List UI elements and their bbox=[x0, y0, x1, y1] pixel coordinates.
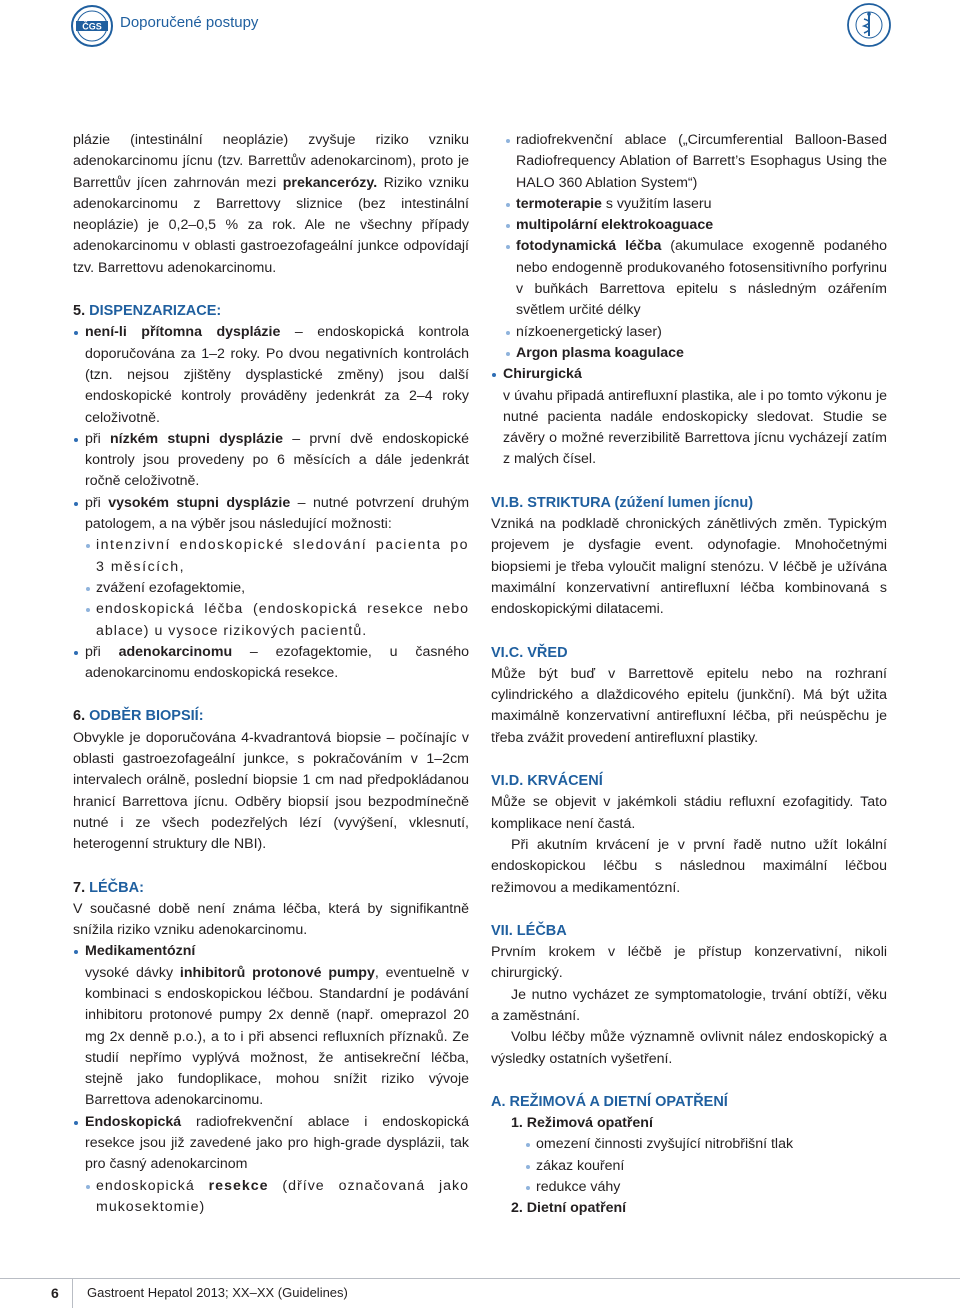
section-a-heading: A. REŽIMOVÁ A DIETNÍ OPATŘENÍ bbox=[491, 1093, 728, 1110]
treatment-paragraph-1: Prvním krokem v léčbě je přístup konzervativní, nikoli chirurgický. bbox=[491, 944, 887, 982]
bleeding-paragraph-1: Může se objevit v jakémkoli stádiu refluxní ezofagitidy. Tato komplikace není častá. bbox=[491, 794, 887, 832]
regime-measures-list bbox=[525, 1134, 887, 1198]
treatment-intro: V současné době není známa léčba, která by signifikantně snížila riziko vzniku adenokarcinomu. bbox=[73, 900, 469, 939]
ulcer-paragraph: Může být buď v Barrettově epitelu nebo na rozhraní cylindrického a dlaždicového epitelu (junkční). Má být užita maximálně konzervativní antirefluxní léčba, při neúspěchu je třeba zvážit provedení antirefluxní plastiky. bbox=[491, 665, 887, 746]
cgs-logo-icon bbox=[70, 4, 114, 48]
page-footer bbox=[0, 1278, 960, 1308]
list-item: multipolární elektrokoaguace bbox=[505, 215, 887, 236]
list-item: omezení činnosti zvyšující nitrobřišní tlak bbox=[525, 1134, 887, 1155]
surgery-title: Chirurgická bbox=[503, 366, 582, 383]
section-vic-heading: VI.C. VŘED bbox=[491, 644, 568, 661]
biopsy-paragraph: Obvykle je doporučována 4-kvadrantová biopsie – počínajíc v oblasti gastroezofageální junkce, s pokračováním v 1–2cm intervalech orálně, poslední biopsie 1 cm nad předpokládanou hranicí Barrettova jícnu. Odběry biopsií jsou bezpodmínečně nutné i ze všech podezřelých lézí (vyvýšení, vklesnutí, heterogenní struktury dle NBI). bbox=[73, 729, 469, 853]
list-item: termoterapie s využitím laseru bbox=[505, 194, 887, 215]
list-item: Chirurgická v úvahu připadá antirefluxní plastika, ale i po tomto výkonu je nutné pacienta nadále endoskopicky sledovat. Studie se závěry o možné reverzibilitě Barrettova jícnu vycházejí zatím z malých čísel. bbox=[491, 364, 887, 470]
list-item: intenzivní endoskopické sledování pacienta po 3 měsících, bbox=[85, 535, 469, 578]
list-item: není-li přítomna dysplázie – endoskopická kontrola doporučována za 1–2 roky. Po dvou negativních kontrolách (tzn. nejsou zjištěny dysplastické změny) jsou další endoskopické kontroly prováděny jedenkrát za 2–4 roky celoživotně. bbox=[73, 322, 469, 428]
high-grade-options-list bbox=[85, 535, 469, 641]
ordered-item-1: 1. Režimová opatření bbox=[511, 1115, 653, 1132]
cgs-logo-text: ČGS bbox=[82, 21, 102, 32]
right-column bbox=[491, 130, 887, 1220]
section-5-heading: 5. DISPENZARIZACE: bbox=[73, 303, 222, 320]
list-item: Medikamentózní vysoké dávky inhibitorů protonové pumpy, eventuelně v kombinaci s endoskopickou léčbou. Standardní je podávání inhibitoru protonové pumpy 2x denně (např. omeprazol 20 mg 2x denně p.o.), a to i při absenci refluxních příznaků. Ze studií nepřímo vyplývá možnost, že antisekreční léčba, stejně jako fundoplikace, mohou snížit riziko vývoje Barrettova adenokarcinomu. bbox=[73, 941, 469, 1111]
list-item: zvážení ezofagektomie, bbox=[85, 578, 469, 599]
list-item: při nízkém stupni dysplázie – první dvě endoskopické kontroly jsou provedeny po 6 měsících a dále jedenkrát ročně celoživotně. bbox=[73, 429, 469, 493]
section-vii-heading: VII. LÉČBA bbox=[491, 922, 567, 939]
section-vib-heading: VI.B. STRIKTURA (zúžení lumen jícnu) bbox=[491, 494, 754, 511]
list-item: endoskopická resekce (dříve označovaná jako mukosektomie) bbox=[85, 1176, 469, 1219]
footer-separator bbox=[72, 1278, 73, 1308]
list-item: endoskopická léčba (endoskopická resekce nebo ablace) u vysoce rizikových pacientů. bbox=[85, 599, 469, 642]
ordered-item-2: 2. Dietní opatření bbox=[511, 1200, 627, 1217]
endoscopic-sub-list bbox=[85, 1176, 469, 1219]
footer-rule bbox=[0, 1278, 960, 1279]
ablation-methods-list bbox=[505, 130, 887, 364]
list-item: Argon plasma koagulace bbox=[505, 343, 887, 364]
page-header-title: Doporučené postupy bbox=[120, 14, 259, 31]
bleeding-paragraph-2: Při akutním krvácení je v první řadě nutno užít lokální endoskopickou léčbu s následnou maximální léčbou režimovou a medikamentózní. bbox=[491, 836, 887, 896]
section-vid-heading: VI.D. KRVÁCENÍ bbox=[491, 773, 603, 790]
section-6-heading: 6. ODBĚR BIOPSIÍ: bbox=[73, 708, 204, 725]
section-7-heading: 7. LÉČBA: bbox=[73, 879, 144, 896]
intro-paragraph: plázie (intestinální neoplázie) zvyšuje riziko vzniku adenokarcinomu jícnu (tzv. Barrettův adenokarcinom), proto je Barrettův jícen zahrnován mezi prekancerózy. Riziko vzniku adenokarcinomu z Barrettovy sliznice (bez intestinální neoplázie) je 0,2–0,5 % za rok. Ale ne všechny případy adenokarcinomu v oblasti gastroezofageální junkce odpovídají tzv. Barrettovu adenokarcinomu. bbox=[73, 132, 469, 276]
surgery-list bbox=[491, 364, 887, 470]
list-item: nízkoenergetický laser) bbox=[505, 322, 887, 343]
list-item: Endoskopická radiofrekvenční ablace i endoskopická resekce jsou již zavedené jako pro high-grade dysplázii, tak pro časný adenokarcinom endoskopická resekce (dříve označovaná jako mukosektomie) bbox=[73, 1112, 469, 1218]
list-item: redukce váhy bbox=[525, 1177, 887, 1198]
list-item: při vysokém stupni dysplázie – nutné potvrzení druhým patologem, a na výběr jsou následující možnosti: intenzivní endoskopické sledování pacienta po 3 měsících, zvážení ezofagektomie, endoskopická léčba (endoskopická resekce nebo ablace) u vysoce rizikových pacientů. bbox=[73, 493, 469, 642]
list-item: fotodynamická léčba (akumulace exogenně podaného nebo endogenně produkovaného fotosensitivního porfyrinu v buňkách Barrettova epitelu s následným ozářením světlem určité délky bbox=[505, 236, 887, 321]
list-item: radiofrekvenční ablace („Circumferential Balloon-Based Radiofrequency Ablation of Barrett’s Esophagus Using the HALO 360 Ablation System“) bbox=[505, 130, 887, 194]
list-item: zákaz kouření bbox=[525, 1156, 887, 1177]
treatment-paragraph-2: Je nutno vycházet ze symptomatologie, trvání obtíží, věku a zaměstnání. bbox=[491, 986, 887, 1024]
left-column bbox=[73, 130, 469, 1218]
page-number: 6 bbox=[51, 1285, 59, 1301]
journal-citation: Gastroent Hepatol 2013; XX–XX (Guidelines) bbox=[87, 1285, 348, 1300]
treatment-list bbox=[73, 941, 469, 1218]
page-header bbox=[0, 0, 960, 50]
cls-jep-seal-icon bbox=[846, 2, 892, 48]
treatment-paragraph-3: Volbu léčby může významně ovlivnit nález endoskopický a výsledky ostatních vyšetření. bbox=[491, 1029, 887, 1067]
list-item: při adenokarcinomu – ezofagektomie, u časného adenokarcinomu endoskopická resekce. bbox=[73, 642, 469, 685]
dispenzarizace-list bbox=[73, 322, 469, 684]
med-title: Medikamentózní bbox=[85, 943, 196, 960]
stricture-paragraph: Vzniká na podkladě chronických zánětlivých změn. Typickým projevem je dysfagie event. odynofagie. Mnohočetnými biopsiemi je třeba vyloučit maligní stenózu. V léčbě je užívána maximální konzervativní antirefluxní léčba kombinovaná s endoskopickými dilatacemi. bbox=[491, 516, 887, 618]
